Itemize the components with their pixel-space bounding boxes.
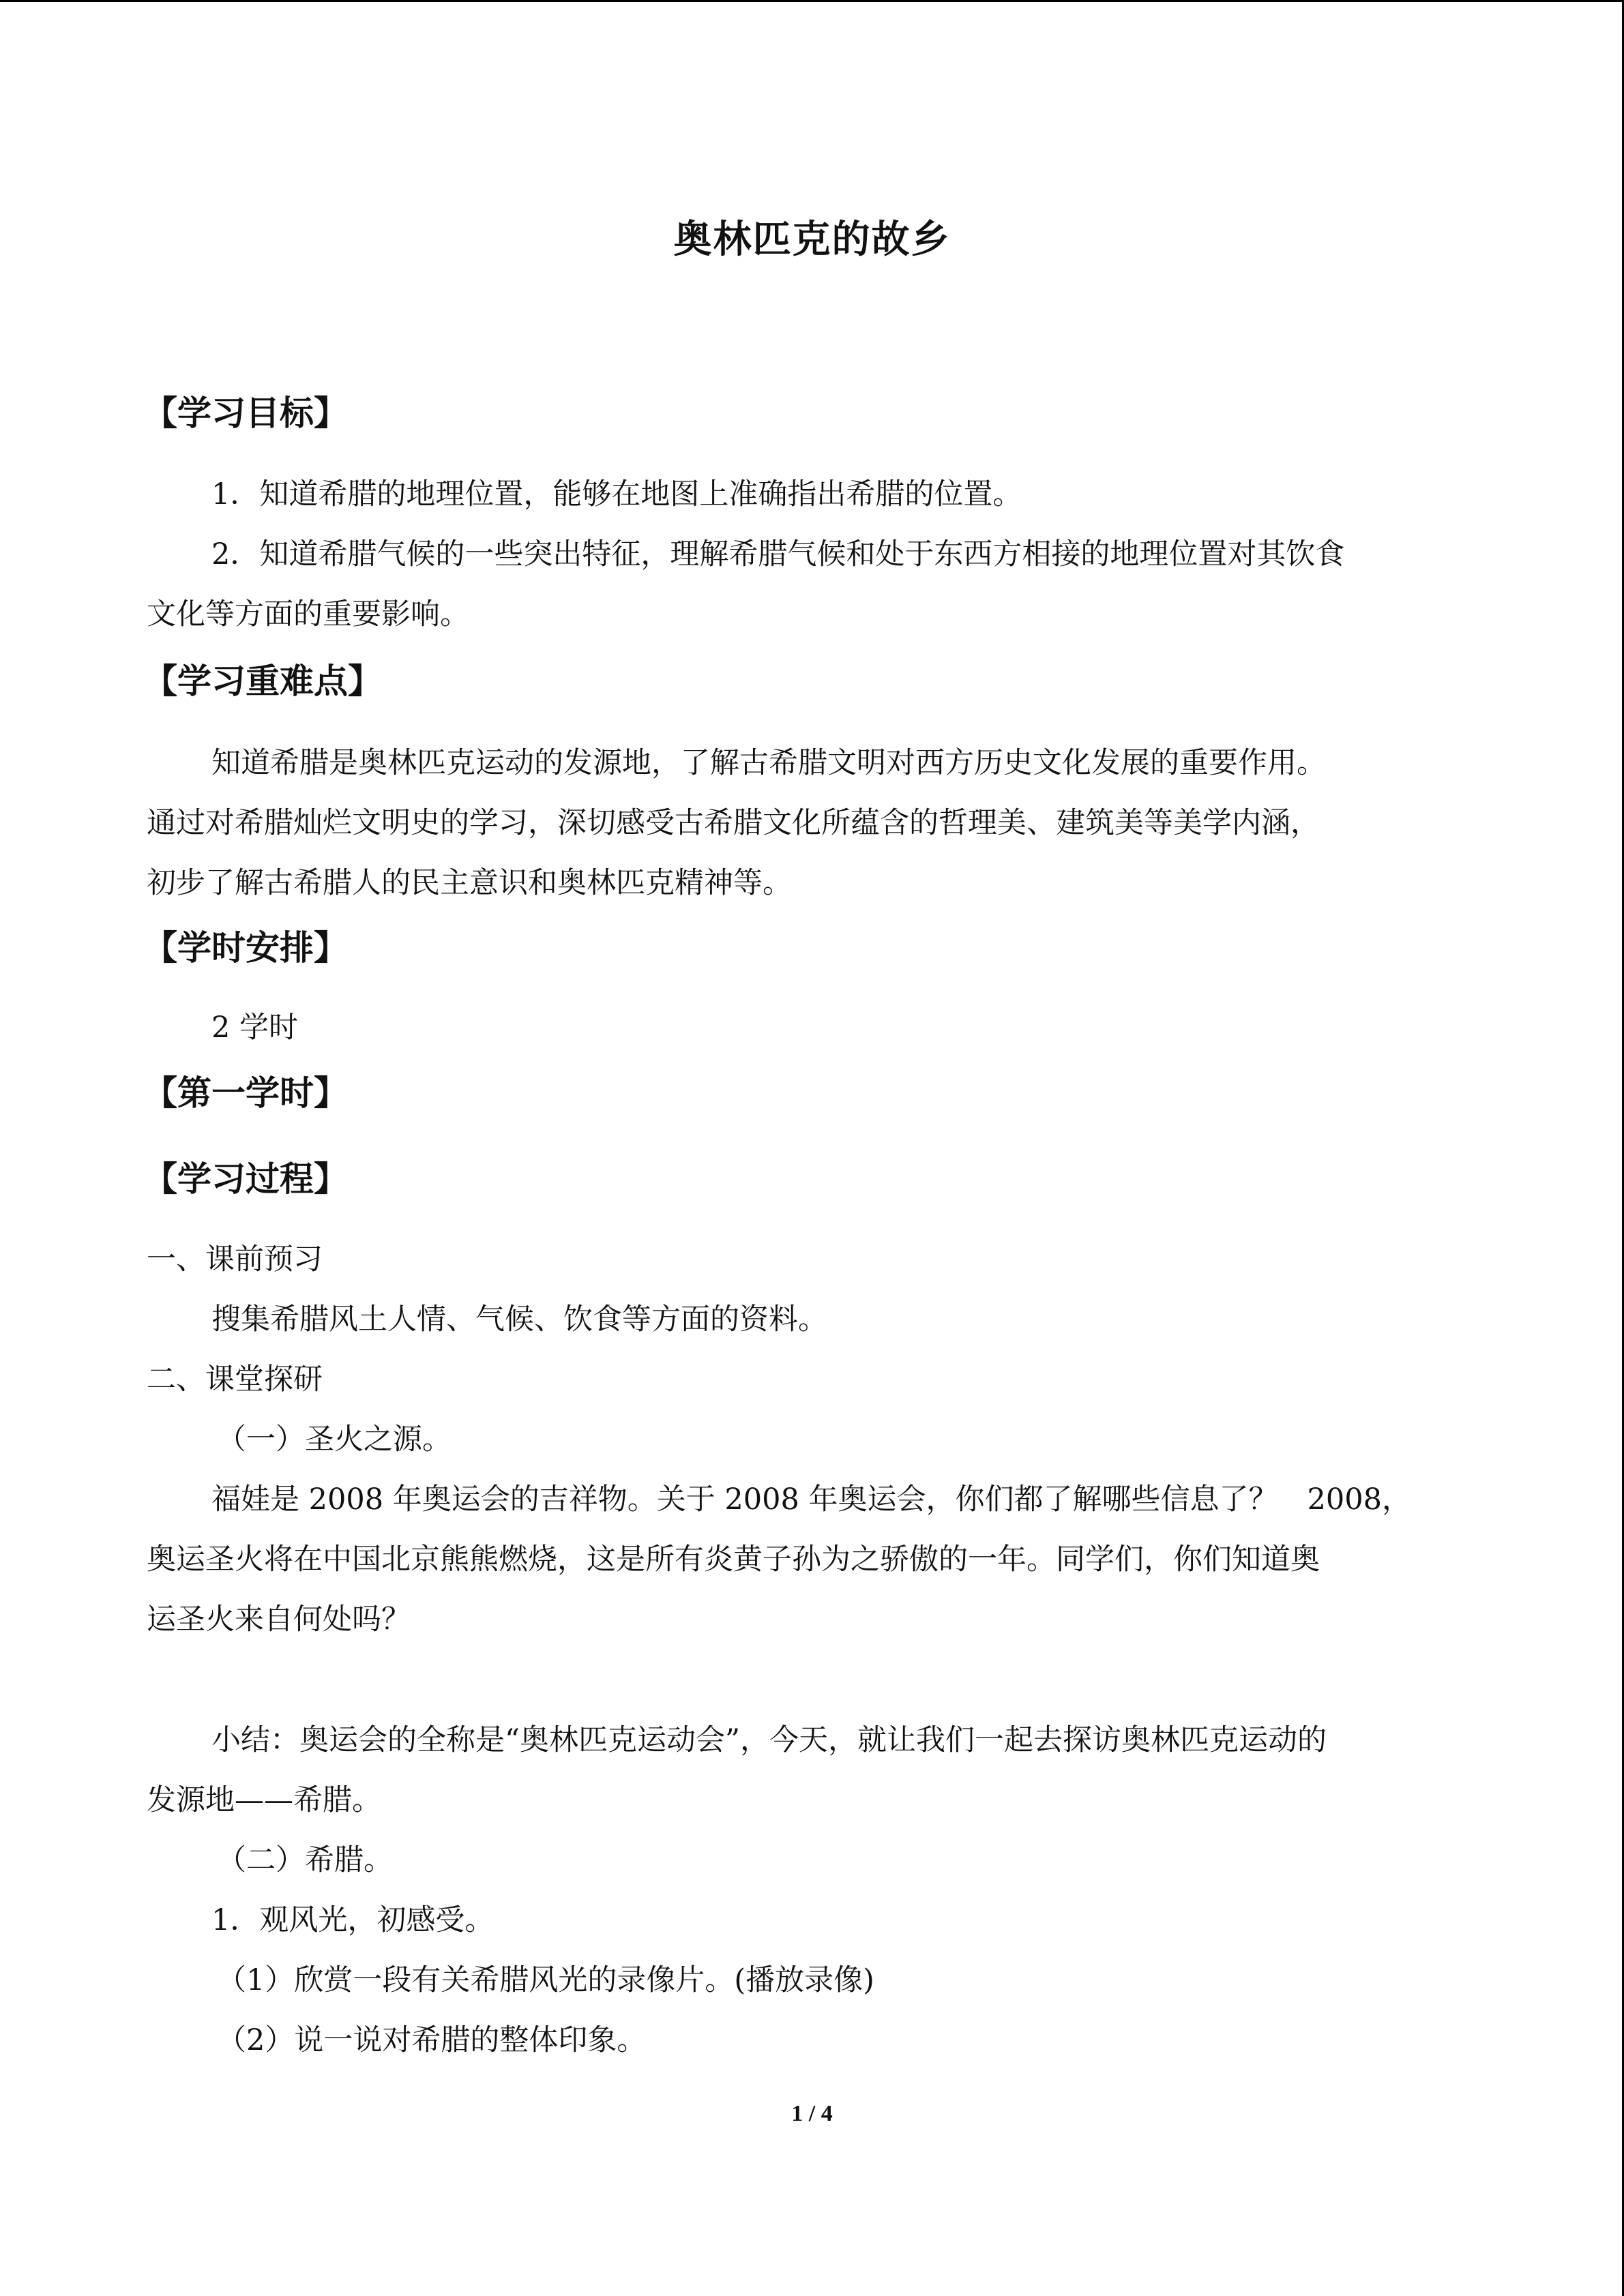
process-sub-1-paragraph-line-1: 福娃是 2008 年奥运会的吉祥物。关于 2008 年奥运会，你们都了解哪些信息了？ 2008， — [211, 1482, 1411, 1517]
goal-item-1: 1．知道希腊的地理位置，能够在地图上准确指出希腊的位置。 — [211, 477, 1022, 511]
step-1-item-a: （1）欣赏一段有关希腊风光的录像片。(播放录像) — [217, 1963, 874, 1997]
page-number: 1 / 4 — [791, 2101, 833, 2126]
process-sub-2-title: （二）希腊。 — [217, 1843, 393, 1877]
process-part-1-title: 一、课前预习 — [147, 1242, 323, 1277]
heading-key-points: 【学习重难点】 — [143, 661, 382, 701]
heading-schedule: 【学时安排】 — [143, 928, 348, 968]
process-part-1-text: 搜集希腊风土人情、气候、饮食等方面的资料。 — [211, 1302, 827, 1337]
summary-line-1: 小结：奥运会的全称是“奥林匹克运动会”，今天，就让我们一起去探访奥林匹克运动的 — [211, 1723, 1327, 1757]
process-sub-1-title: （一）圣火之源。 — [217, 1422, 452, 1457]
key-points-line-2: 通过对希腊灿烂文明史的学习，深切感受古希腊文化所蕴含的哲理美、建筑美等美学内涵， — [147, 806, 1320, 840]
process-sub-1-paragraph-line-2: 奥运圣火将在中国北京熊熊燃烧，这是所有炎黄子孙为之骄傲的一年。同学们，你们知道奥 — [147, 1542, 1320, 1577]
heading-first-period: 【第一学时】 — [143, 1073, 348, 1113]
heading-learning-goals: 【学习目标】 — [143, 393, 348, 433]
heading-learning-process: 【学习过程】 — [143, 1159, 348, 1199]
key-points-line-1: 知道希腊是奥林匹克运动的发源地，了解古希腊文明对西方历史文化发展的重要作用。 — [211, 746, 1326, 780]
step-1-item-b: （2）说一说对希腊的整体印象。 — [217, 2023, 647, 2057]
step-1-title: 1．观风光，初感受。 — [211, 1903, 494, 1937]
goal-item-2-line-1: 2．知道希腊气候的一些突出特征，理解希腊气候和处于东西方相接的地理位置对其饮食 — [211, 537, 1345, 571]
goal-item-2-line-2: 文化等方面的重要影响。 — [147, 597, 469, 631]
schedule-text: 2 学时 — [211, 1011, 299, 1045]
summary-line-2: 发源地——希腊。 — [147, 1783, 381, 1817]
process-sub-1-paragraph-line-3: 运圣火来自何处吗？ — [147, 1602, 411, 1637]
document-title: 奥林匹克的故乡 — [673, 218, 951, 262]
process-part-2-title: 二、课堂探研 — [147, 1362, 323, 1397]
key-points-line-3: 初步了解古希腊人的民主意识和奥林匹克精神等。 — [147, 866, 792, 900]
